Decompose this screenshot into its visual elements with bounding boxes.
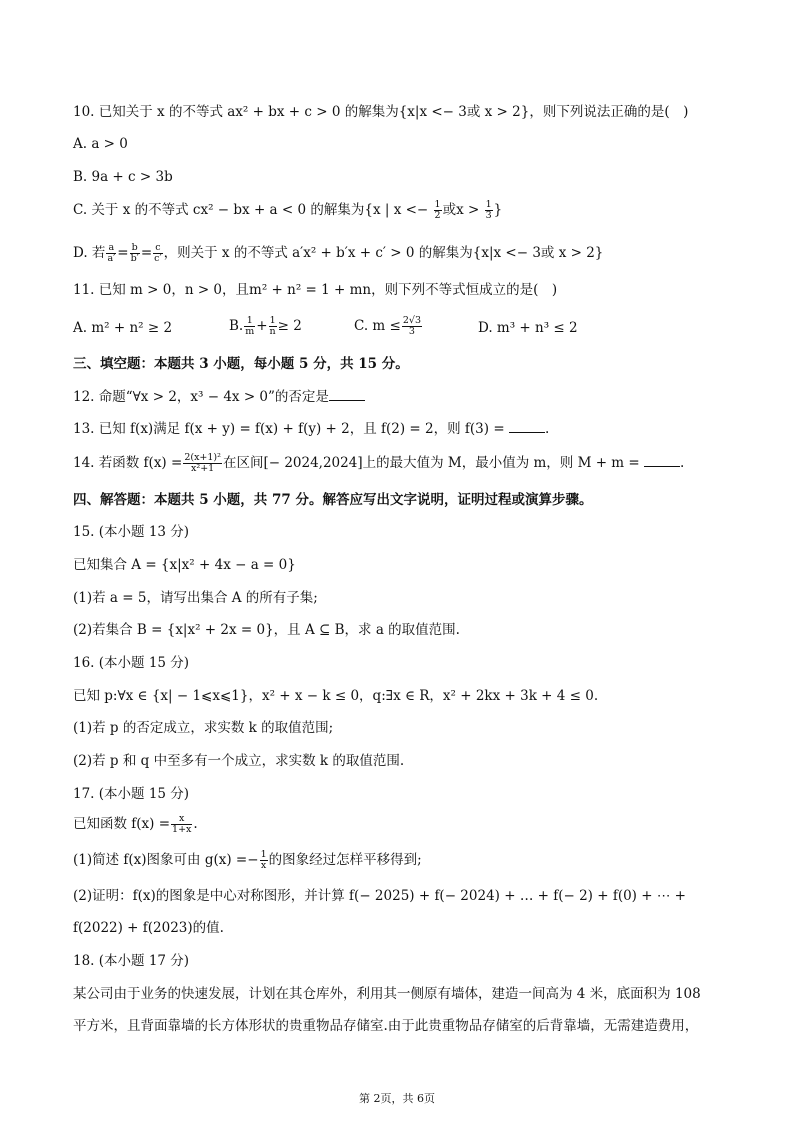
q11-option-c: C. m ≤ $\frac{2√3}{3}$ [354,315,421,337]
q11-b-fraction-2: $\frac{1}{n}$ [269,315,276,337]
q10-d-fraction-c: $\frac{c}{c'}$ [154,242,162,264]
q11-stem: 11. 已知 m > 0，n > 0，且m² + n² = 1 + mn，则下列不等式恒成立的是( ) [73,282,558,298]
q18-line-2: 平方米，且背面靠墙的长方体形状的贵重物品存储室.由于此贵重物品存储室的后背靠墙，无需建造费用， [73,1018,699,1034]
q10-c-text: C. 关于 x 的不等式 cx² − bx + a < 0 的解集为 [73,202,365,218]
q15-line-2: (1)若 a = 5，请写出集合 A 的所有子集; [73,590,318,606]
q14-answer-blank [644,452,680,467]
q10-d-pre: D. 若 [73,245,106,261]
q16-line-3: (2)若 p 和 q 中至多有一个成立，求实数 k 的取值范围. [73,753,405,769]
q10-c-set-open: {x | x <− [364,202,429,218]
section-3-heading: 三、填空题：本题共 3 小题，每小题 5 分，共 15 分。 [73,356,409,372]
q11-b-fraction-1: $\frac{1}{m}$ [245,315,255,337]
q10-stem: 10. 已知关于 x 的不等式 ax² + bx + c > 0 的解集为{x|x <− 3或 x > 2}，则下列说法正确的是( ) [73,104,689,120]
q17-fraction-g: $\frac{1}{x}$ [260,849,267,871]
q18-heading: 18. (本小题 17 分) [73,953,190,969]
q10-c-fraction-1: $\frac{1}{2}$ [434,199,441,221]
q11-option-a: A. m² + n² ≥ 2 [73,320,173,336]
q17-line-4: f(2022) + f(2023)的值. [73,920,224,936]
q17-heading: 17. (本小题 15 分) [73,786,190,802]
q14: 14. 若函数 f(x) = $\frac{\text{2(x+1)²}}{\text{x²+1}}$ 在区间[− 2024,2024]上的最大值为 M，最小值为 m，则 M + m = . [73,452,685,474]
q17-line-1: 已知函数 f(x) = $\frac{x}{1+x}$ . [73,813,198,835]
q15-heading: 15. (本小题 13 分) [73,524,190,540]
q10-option-c [73,200,502,221]
q17-line-2: (1)简述 f(x)图象可由 g(x) =− $\frac{1}{x}$ 的图象经过怎样平移得到; [73,849,422,871]
q14-fraction: $\frac{\text{2(x+1)²}}{\text{x²+1}}$ [184,452,221,474]
q15-line-3: (2)若集合 B = {x|x² + 2x = 0}，且 A ⊆ B，求 a 的取值范围. [73,622,460,638]
q13: 13. 已知 f(x)满足 f(x + y) = f(x) + f(y) + 2，且 f(2) = 2，则 f(3) = . [73,418,549,439]
q10-d-fraction-b: $\frac{b}{b'}$ [130,242,139,264]
q17-line-3: (2)证明：f(x)的图象是中心对称图形，并计算 f(− 2025) + f(− 2024) + … + f(− 2) + f(0) + ⋯ + [73,888,686,904]
page-footer: 第 2页，共 6页 [359,1092,435,1105]
q12: 12. 命题“∀x > 2，x³ − 4x > 0”的否定是 [73,386,365,407]
q10-d-fraction-a: $\frac{a}{a'}$ [107,242,116,264]
q15-line-1: 已知集合 A = {x|x² + 4x − a = 0} [73,557,296,573]
q16-line-1: 已知 p:∀x ∈ {x| − 1⩽x⩽1}，x² + x − k ≤ 0，q:∃x ∈ R，x² + 2kx + 3k + 4 ≤ 0. [73,688,599,704]
q11-option-d: D. m³ + n³ ≤ 2 [478,320,578,336]
q10-c-mid: 或x > [442,202,480,218]
q16-heading: 16. (本小题 15 分) [73,655,190,671]
q16-line-2: (1)若 p 的否定成立，求实数 k 的取值范围; [73,720,334,736]
q17-fraction-f: $\frac{x}{1+x}$ [172,813,192,835]
q12-answer-blank [329,386,365,401]
q11-option-b: B. $\frac{1}{m}$ + $\frac{1}{n}$ ≥ 2 [229,315,302,337]
q18-line-1: 某公司由于业务的快速发展，计划在其仓库外，利用其一侧原有墙体，建造一间高为 4 米，底面积为 108 [73,986,701,1002]
q10-option-b: B. 9a + c > 3b [73,169,173,185]
q10-c-close: } [493,202,503,218]
q11-c-fraction: $\frac{2√3}{3}$ [402,315,421,337]
q10-c-fraction-2: $\frac{1}{3}$ [485,199,492,221]
q13-answer-blank [509,418,545,433]
q10-option-d: D. 若 $\frac{a}{a'}$ = $\frac{b}{b'}$ = $\frac{c}{c'}$ ，则关于 x 的不等式 a′x² + b′x + c′ > 0 的解集为{x|x <− 3或 x > 2} [73,242,604,264]
q10-option-a: A. a > 0 [73,136,128,152]
section-4-heading: 四、解答题：本题共 5 小题，共 77 分。解答应写出文字说明，证明过程或演算步骤。 [73,492,593,508]
q10-d-post: ，则关于 x 的不等式 a′x² + b′x + c′ > 0 的解集为{x|x <− 3或 x > 2} [163,245,604,261]
